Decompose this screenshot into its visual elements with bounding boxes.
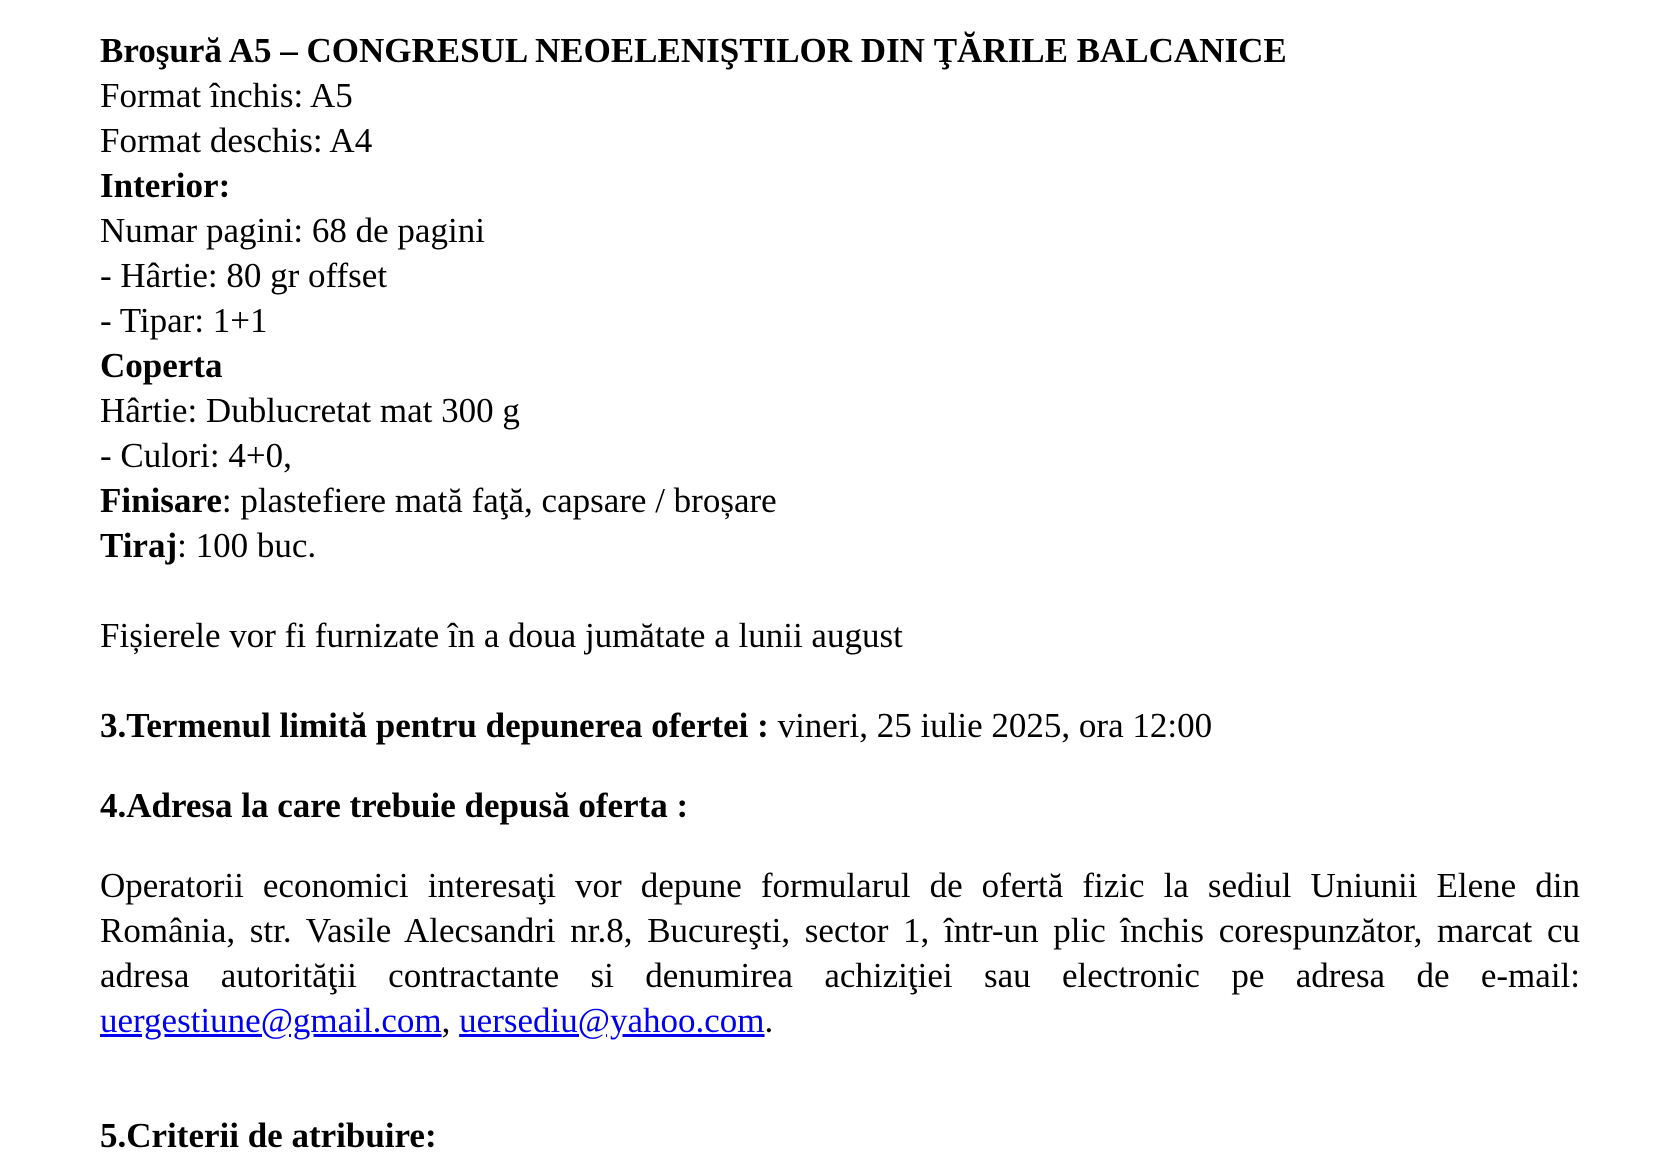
- spacer: [100, 568, 1580, 613]
- spacer: [100, 658, 1580, 703]
- termen-label: 3.Termenul limită pentru depunerea ofertei :: [100, 706, 769, 745]
- finisare-line: [100, 478, 1580, 523]
- criterii-heading: 5.Criterii de atribuire:: [100, 1116, 437, 1155]
- coperta-hartie: Hârtie: Dublucretat mat 300 g: [100, 391, 520, 430]
- interior-pagini: Numar pagini: 68 de pagini: [100, 211, 485, 250]
- coperta-culori: - Culori: 4+0,: [100, 436, 292, 475]
- document-title: Broşură A5 – CONGRESUL NEOELENIŞTILOR DIN ŢĂRILE BALCANICE: [100, 31, 1287, 70]
- tiraj-line: [100, 523, 1580, 568]
- finisare-label: Finisare: [100, 481, 222, 520]
- coperta-heading: Coperta: [100, 346, 223, 385]
- format-deschis: Format deschis: A4: [100, 121, 373, 160]
- adresa-end: .: [764, 1001, 774, 1040]
- document-page: [100, 28, 1580, 1158]
- adresa-paragraph: [100, 863, 1580, 1043]
- interior-heading: Interior:: [100, 166, 231, 205]
- spacer: [100, 1078, 1580, 1113]
- adresa-heading: 4.Adresa la care trebuie depusă oferta :: [100, 786, 689, 825]
- termen-line: [100, 703, 1580, 748]
- interior-hartie: - Hârtie: 80 gr offset: [100, 256, 388, 295]
- email-separator: ,: [441, 1001, 460, 1040]
- finisare-value: : plastefiere mată faţă, capsare / broșare: [221, 481, 777, 520]
- spacer: [100, 748, 1580, 783]
- format-inchis: Format închis: A5: [100, 76, 353, 115]
- tiraj-label: Tiraj: [100, 526, 178, 565]
- tiraj-value: : 100 buc.: [177, 526, 317, 565]
- fisiere-note: Fișierele vor fi furnizate în a doua jumătate a lunii august: [100, 616, 903, 655]
- adresa-text: Operatorii economici interesaţi vor depune formularul de ofertă fizic la sediul Uniunii Elene din România, str. Vasile Alecsandri nr.8, Bucureşti, sector 1, într-un plic închis corespunzător, marcat cu adresa autorităţii contractante si denumirea achiziţiei sau electronic pe adresa de e-mail:: [100, 866, 1580, 995]
- email-link-sediu[interactable]: uersediu@yahoo.com: [459, 1001, 765, 1040]
- email-link-gestiune[interactable]: uergestiune@gmail.com: [100, 1001, 442, 1040]
- interior-tipar: - Tipar: 1+1: [100, 301, 268, 340]
- termen-value: vineri, 25 iulie 2025, ora 12:00: [768, 706, 1213, 745]
